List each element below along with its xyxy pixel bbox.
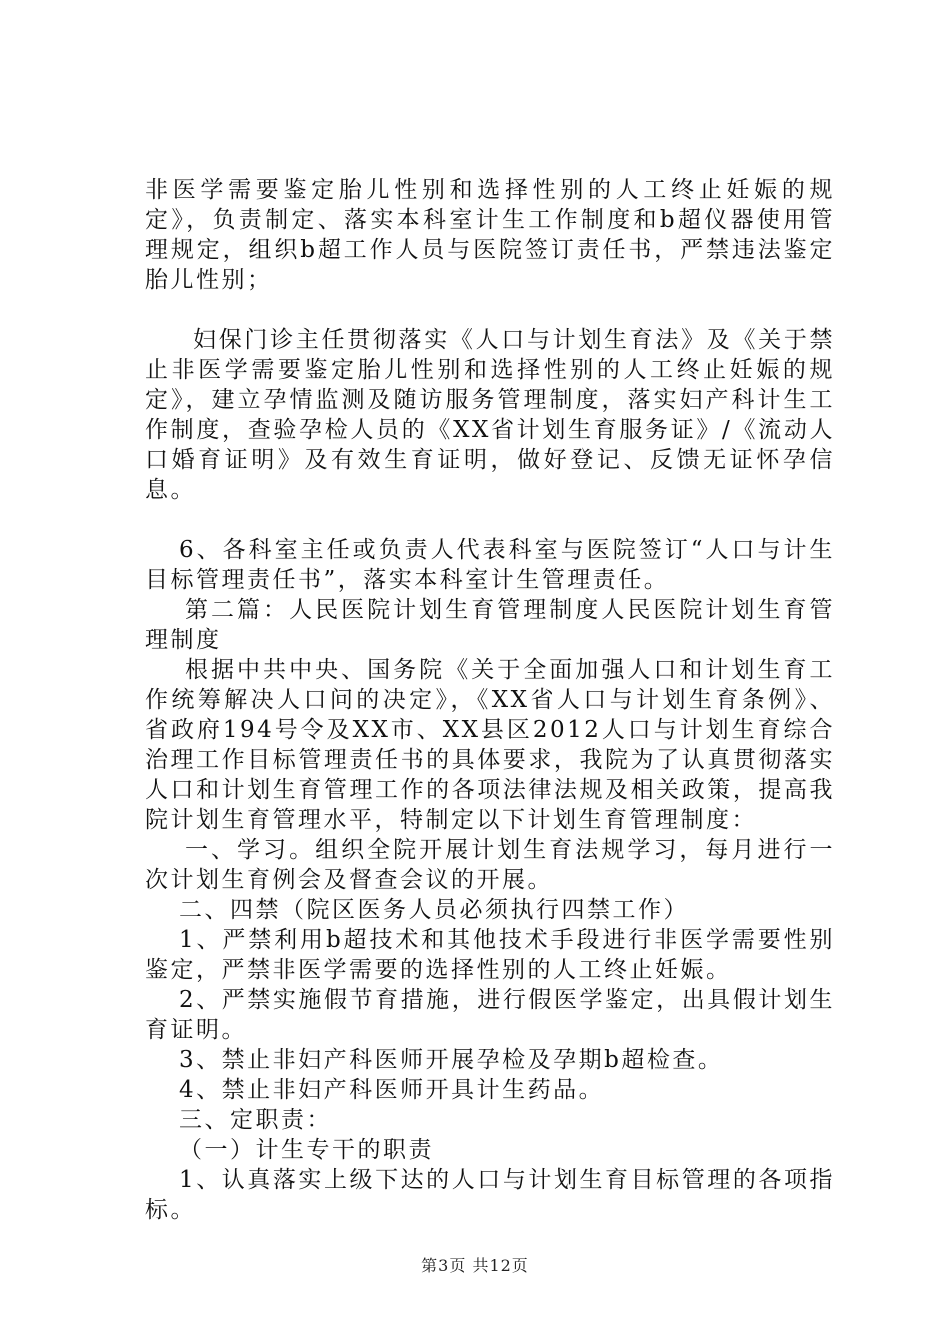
list-item-prohibition-2: 2、严禁实施假节育措施，进行假医学鉴定，出具假计划生育证明。: [145, 987, 835, 1043]
document-body: [145, 175, 835, 1225]
paragraph-study: 一、学习。组织全院开展计划生育法规学习，每月进行一次计划生育例会及督查会议的开展。: [145, 837, 835, 893]
paragraph-maternal-clinic: 妇保门诊主任贯彻落实《人口与计划生育法》及《关于禁止非医学需要鉴定胎儿性别和选择性别的人工终止妊娠的规定》，建立孕情监测及随访服务管理制度，落实妇产科计生工作制度，查验孕检人员的《XX省计划生育服务证》/《流动人口婚育证明》及有效生育证明，做好登记、反馈无证怀孕信息。: [145, 327, 835, 503]
list-item-prohibition-4: 4、禁止非妇产科医师开具计生药品。: [179, 1077, 605, 1103]
heading-four-prohibitions: 二、四禁（院区医务人员必须执行四禁工作）: [179, 897, 689, 923]
heading-duties: 三、定职责：: [179, 1107, 332, 1133]
list-item-prohibition-3: 3、禁止非妇产科医师开展孕检及孕期b超检查。: [179, 1047, 724, 1073]
list-item-prohibition-1: 1、严禁利用b超技术和其他技术手段进行非医学需要性别鉴定，严禁非医学需要的选择性别的人工终止妊娠。: [145, 927, 835, 983]
subheading-staff-duties: （一）计生专干的职责: [179, 1137, 434, 1163]
section-heading-part-two: 第二篇：人民医院计划生育管理制度人民医院计划生育管理制度: [145, 597, 835, 653]
page-number-footer: 第3页 共12页: [421, 1256, 529, 1275]
paragraph-basis: 根据中共中央、国务院《关于全面加强人口和计划生育工作统筹解决人口问的决定》，《XX省人口与计划生育条例》、省政府194号令及XX市、XX县区2012人口与计划生育综合治理工作目标管理责任书的具体要求，我院为了认真贯彻落实人口和计划生育管理工作的各项法律法规及相关政策，提高我院计划生育管理水平，特制定以下计划生育管理制度：: [145, 657, 835, 833]
paragraph-item-6: 6、各科室主任或负责人代表科室与医院签订“人口与计生目标管理责任书”，落实本科室计生管理责任。: [145, 537, 835, 593]
paragraph-continuation: 非医学需要鉴定胎儿性别和选择性别的人工终止妊娠的规定》，负责制定、落实本科室计生工作制度和b超仪器使用管理规定，组织b超工作人员与医院签订责任书，严禁违法鉴定胎儿性别；: [145, 177, 835, 293]
list-item-duty-1: 1、认真落实上级下达的人口与计划生育目标管理的各项指标。: [145, 1167, 835, 1223]
